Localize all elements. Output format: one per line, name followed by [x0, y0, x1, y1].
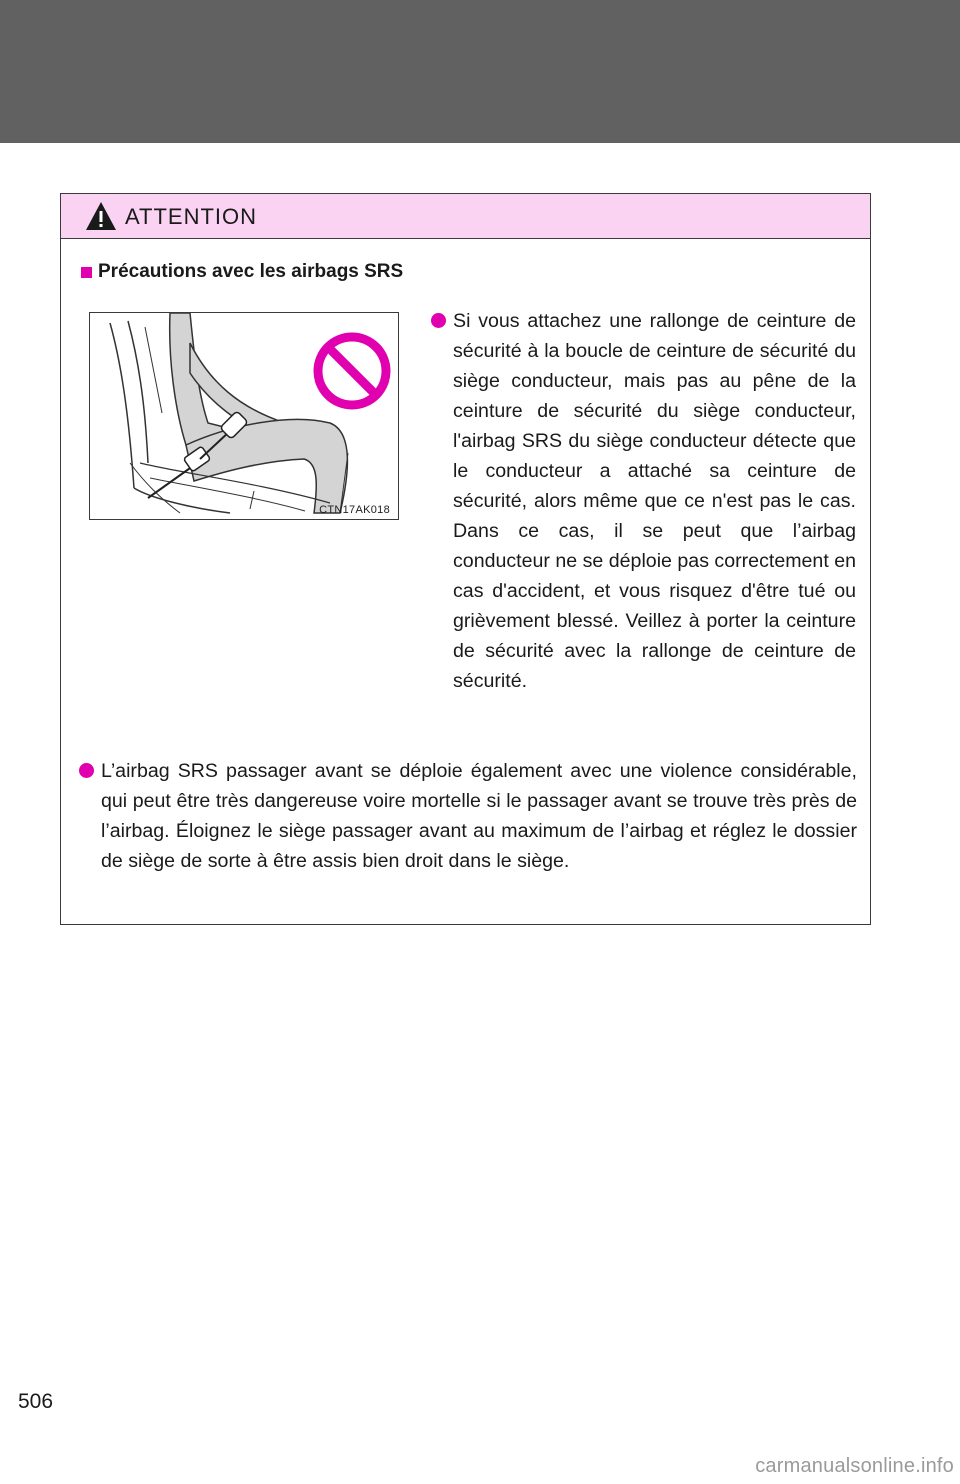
- attention-box: [60, 193, 871, 925]
- watermark-link[interactable]: carmanualsonline.info: [755, 1455, 954, 1477]
- attention-title: ATTENTION: [125, 204, 258, 229]
- list-item: [79, 756, 857, 876]
- section-heading: [81, 261, 403, 283]
- bullet-extender-warning: [431, 306, 856, 696]
- bullet-text: L’airbag SRS passager avant se déploie également avec une violence considérable, qui peut être très dangereuse voire mortelle si le passager avant se trouve très près de l’airbag. Éloignez le siège passager avant au maximum de l’airbag et réglez le dossier de siège de sorte à être assis bien droit dans le siège.: [101, 760, 857, 872]
- illustration-code: CTN17AK018: [319, 504, 390, 516]
- section-heading-text: Précautions avec les airbags SRS: [98, 261, 404, 282]
- attention-header: [61, 194, 870, 239]
- page-number: 506: [18, 1390, 54, 1413]
- warning-triangle-icon: [85, 201, 117, 231]
- seatbelt-illustration: [89, 312, 399, 520]
- round-bullet-icon: [431, 313, 446, 328]
- list-item: [431, 306, 856, 696]
- seated-driver-drawing: [90, 313, 398, 519]
- square-bullet-icon: [81, 267, 92, 278]
- round-bullet-icon: [79, 763, 94, 778]
- bullet-text: Si vous attachez une rallonge de ceinture de sécurité à la boucle de ceinture de sécurité du siège conducteur, mais pas au pêne de la ceinture de sécurité du siège conducteur, l'airbag SRS du siège conducteur détecte que le conducteur a attaché sa ceinture de sécurité, alors même que ce n'est pas le cas. Dans ce cas, il se peut que l’airbag conducteur ne se déploie pas correctement en cas d'accident, et vous risquez d'être tué ou grièvement blessé. Veillez à porter la ceinture de sécurité avec la rallonge de ceinture de sécurité.: [453, 310, 857, 692]
- bullet-passenger-warning: [79, 756, 857, 876]
- header-band: [0, 0, 960, 143]
